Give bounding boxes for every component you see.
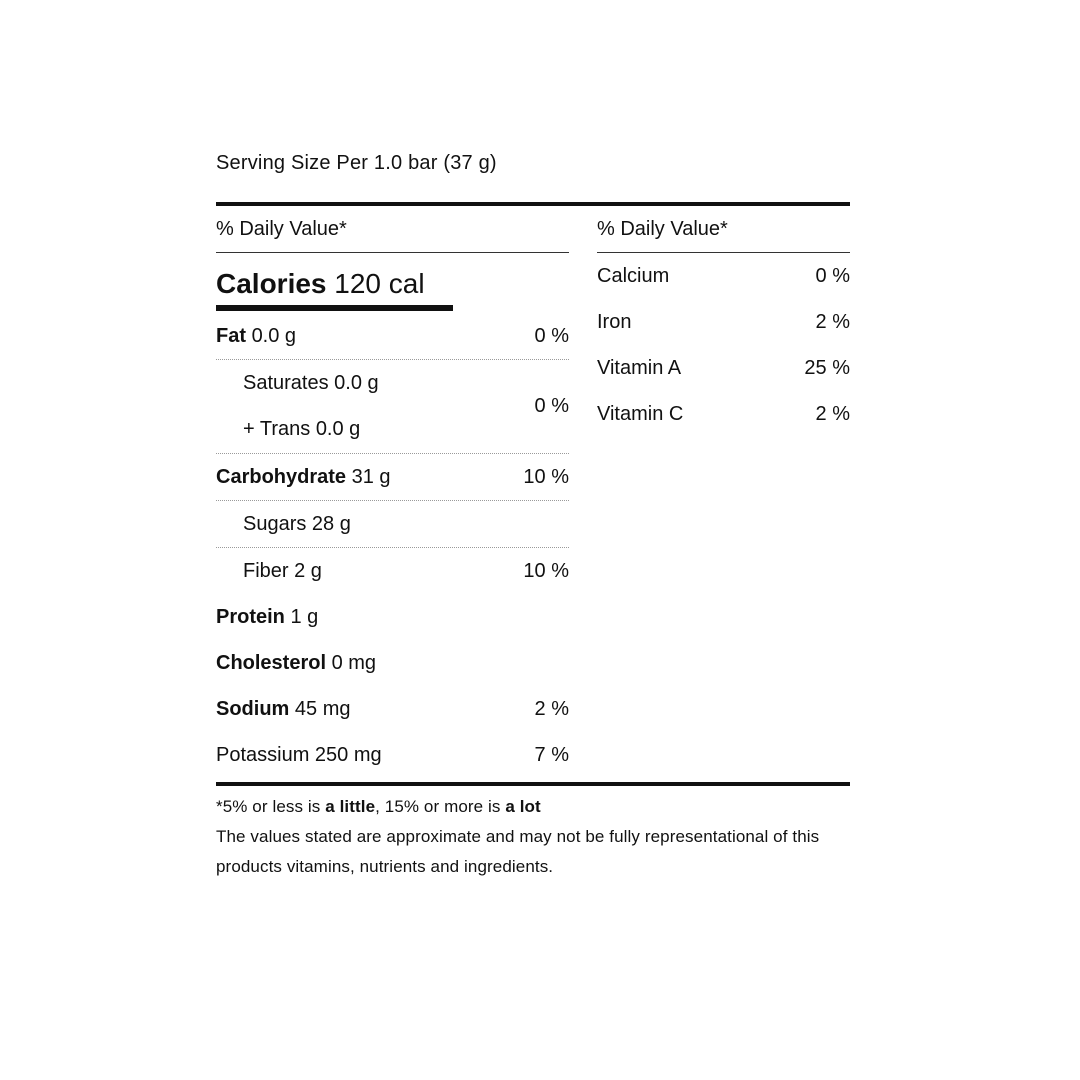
cholesterol-amount: 0 mg <box>331 652 377 674</box>
fat-label: Fat <box>216 325 246 347</box>
vitamin-c-label: Vitamin C <box>597 403 684 425</box>
saturates-trans-row <box>216 360 569 454</box>
iron-row <box>597 299 850 345</box>
footer-notes <box>216 792 850 882</box>
left-column <box>216 206 569 778</box>
fat-row <box>216 313 569 360</box>
sugars-row <box>216 501 569 548</box>
fat-pct: 0 % <box>534 325 569 347</box>
calcium-label: Calcium <box>597 265 670 287</box>
a-lot-text: a lot <box>505 797 541 816</box>
fiber-label: Fiber 2 g <box>243 560 322 582</box>
saturates-label: Saturates 0.0 g <box>243 372 379 394</box>
vitamin-a-row <box>597 345 850 391</box>
daily-value-header-left: % Daily Value* <box>216 206 569 253</box>
sodium-label: Sodium <box>216 698 290 720</box>
potassium-label: Potassium 250 mg <box>216 744 382 766</box>
calories-value: 120 cal <box>334 268 425 299</box>
calories-row <box>216 253 569 313</box>
iron-label: Iron <box>597 311 632 333</box>
cholesterol-row <box>216 640 569 686</box>
right-column <box>597 206 850 437</box>
sodium-amount: 45 mg <box>294 698 351 720</box>
calcium-pct: 0 % <box>815 265 850 287</box>
sugars-label: Sugars 28 g <box>243 513 351 535</box>
protein-amount: 1 g <box>290 606 319 628</box>
carbohydrate-pct: 10 % <box>523 466 569 488</box>
saturates-trans-pct: 0 % <box>534 395 569 417</box>
a-little-text: a little <box>325 797 376 816</box>
iron-pct: 2 % <box>815 311 850 333</box>
calcium-row <box>597 253 850 299</box>
vitamin-a-pct: 25 % <box>804 357 850 379</box>
vitamin-c-pct: 2 % <box>815 403 850 425</box>
protein-row <box>216 594 569 640</box>
vitamin-c-row <box>597 391 850 437</box>
carbohydrate-amount: 31 g <box>351 466 391 488</box>
fiber-row <box>216 548 569 594</box>
protein-label: Protein <box>216 606 285 628</box>
fat-amount: 0.0 g <box>251 325 297 347</box>
sodium-row <box>216 686 569 732</box>
daily-value-header-right: % Daily Value* <box>597 206 850 253</box>
carbohydrate-row <box>216 454 569 501</box>
bottom-rule <box>216 782 850 786</box>
cholesterol-label: Cholesterol <box>216 652 327 674</box>
disclaimer: The values stated are approximate and may not be fully representational of this products vitamins, nutrients and ingredients. <box>216 827 820 876</box>
trans-label: + Trans 0.0 g <box>243 418 361 440</box>
serving-size: Serving Size Per 1.0 bar (37 g) <box>216 152 497 174</box>
daily-value-note: *5% or less is a little, 15% or more is a lot <box>216 797 541 816</box>
potassium-row <box>216 732 569 778</box>
calories-label: Calories <box>216 268 327 299</box>
potassium-pct: 7 % <box>534 744 569 766</box>
carbohydrate-label: Carbohydrate <box>216 466 347 488</box>
fiber-pct: 10 % <box>523 560 569 582</box>
calories-underline <box>216 305 453 311</box>
sodium-pct: 2 % <box>534 698 569 720</box>
vitamin-a-label: Vitamin A <box>597 357 682 379</box>
